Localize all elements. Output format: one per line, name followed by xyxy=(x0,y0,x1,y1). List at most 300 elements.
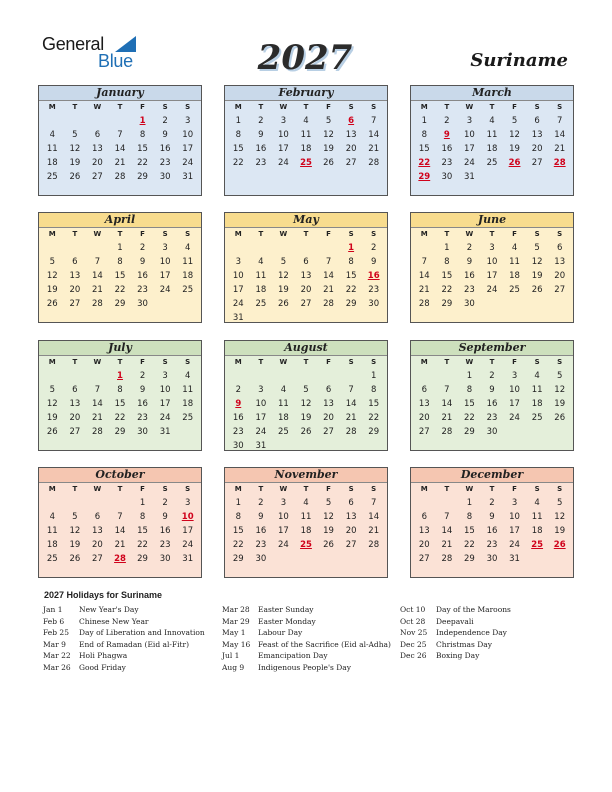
day-cell: 5 xyxy=(325,498,332,508)
day-cell: 19 xyxy=(278,285,289,295)
day-cell: 15 xyxy=(464,526,475,536)
holiday-entry xyxy=(222,663,391,675)
holiday-entry xyxy=(43,628,205,640)
day-cell: 18 xyxy=(300,144,312,154)
holiday-entry xyxy=(222,628,391,640)
day-cell: 3 xyxy=(258,385,264,395)
day-cell: 28 xyxy=(418,299,430,309)
day-cell: 14 xyxy=(114,526,126,536)
month-title: September xyxy=(411,341,573,356)
day-cell: 7 xyxy=(421,257,427,267)
day-cell: 12 xyxy=(509,130,520,140)
weekday-label: F xyxy=(140,485,145,493)
day-grid xyxy=(411,228,573,311)
holiday-entry xyxy=(43,651,205,663)
day-cell: 20 xyxy=(69,413,81,423)
month-april xyxy=(38,212,202,323)
holiday-date: Oct 28 xyxy=(400,616,426,626)
weekday-label: F xyxy=(512,230,517,238)
day-cell: 5 xyxy=(49,257,55,267)
day-cell: 8 xyxy=(139,512,146,522)
day-cell: 5 xyxy=(325,116,332,126)
day-cell: 16 xyxy=(486,526,498,536)
day-cell: 16 xyxy=(486,399,498,409)
month-title: April xyxy=(39,213,201,228)
holiday-name: Indigenous People's Day xyxy=(258,662,351,672)
day-grid xyxy=(39,101,201,184)
day-cell: 1 xyxy=(466,498,473,508)
day-cell: 22 xyxy=(137,158,148,168)
empty-cell xyxy=(250,241,273,255)
day-cell: 12 xyxy=(278,271,289,281)
day-cell: 30 xyxy=(486,554,498,564)
day-cell: 11 xyxy=(182,385,194,395)
holiday-date: May 16 xyxy=(222,639,251,649)
weekday-label: T xyxy=(117,358,123,366)
day-cell: 22 xyxy=(232,158,244,168)
weekday-label: S xyxy=(557,485,563,493)
day-cell: 7 xyxy=(325,257,332,267)
holiday-entry xyxy=(400,617,511,629)
day-cell: 24 xyxy=(278,158,289,168)
holiday-name: New Year's Day xyxy=(79,605,139,614)
month-october xyxy=(38,467,202,578)
weekday-label: F xyxy=(512,103,517,111)
weekday-label: S xyxy=(348,485,354,493)
day-cell: 24 xyxy=(486,285,498,295)
day-cell: 6 xyxy=(421,512,427,522)
day-cell: 31 xyxy=(182,554,194,564)
day-cell: 18 xyxy=(486,144,498,154)
month-title: February xyxy=(225,86,387,101)
day-cell: 23 xyxy=(137,285,148,295)
weekday-label: S xyxy=(348,103,354,111)
day-cell: 28 xyxy=(441,554,453,564)
day-cell: 22 xyxy=(114,413,126,423)
day-cell: 30 xyxy=(486,427,498,437)
holiday-day-cell: 1 xyxy=(139,116,146,126)
day-cell: 6 xyxy=(72,257,78,267)
weekday-label: T xyxy=(117,485,123,493)
day-cell: 6 xyxy=(72,385,78,395)
weekday-label: S xyxy=(534,230,540,238)
day-cell: 12 xyxy=(69,526,81,536)
day-cell: 2 xyxy=(489,371,495,381)
holiday-date: Jul 1 xyxy=(222,651,240,660)
holiday-entry xyxy=(222,605,391,617)
weekday-label: M xyxy=(48,230,56,238)
day-cell: 27 xyxy=(554,285,566,295)
day-cell: 24 xyxy=(255,427,267,437)
day-cell: 27 xyxy=(69,299,81,309)
day-cell: 22 xyxy=(464,413,475,423)
day-cell: 10 xyxy=(509,512,520,522)
day-cell: 28 xyxy=(92,427,103,437)
holiday-date: Mar 22 xyxy=(43,651,71,660)
day-cell: 13 xyxy=(345,130,357,140)
weekday-label: T xyxy=(489,485,495,493)
weekday-label: T xyxy=(489,358,495,366)
day-cell: 12 xyxy=(554,512,566,522)
weekday-label: S xyxy=(371,103,377,111)
day-cell: 16 xyxy=(255,144,267,154)
empty-cell xyxy=(317,369,340,383)
empty-cell xyxy=(41,496,64,510)
day-cell: 3 xyxy=(280,116,287,126)
day-cell: 3 xyxy=(466,116,473,126)
day-cell: 20 xyxy=(300,285,312,295)
day-cell: 8 xyxy=(444,257,450,267)
month-july xyxy=(38,340,202,451)
day-cell: 18 xyxy=(182,399,194,409)
weekday-label: F xyxy=(326,358,331,366)
day-cell: 10 xyxy=(232,271,244,281)
day-cell: 14 xyxy=(92,271,103,281)
month-november xyxy=(224,467,388,578)
day-grid xyxy=(39,483,201,566)
day-cell: 11 xyxy=(255,271,267,281)
day-cell: 3 xyxy=(511,498,518,508)
calendar-year: 2027 xyxy=(257,38,353,78)
weekday-label: W xyxy=(279,103,288,111)
page-header xyxy=(0,0,612,84)
day-cell: 8 xyxy=(235,512,241,522)
day-cell: 6 xyxy=(94,130,101,140)
day-cell: 9 xyxy=(489,512,495,522)
day-cell: 17 xyxy=(255,413,267,423)
day-cell: 14 xyxy=(92,399,103,409)
day-cell: 26 xyxy=(69,172,81,182)
day-cell: 23 xyxy=(441,158,453,168)
day-cell: 9 xyxy=(258,512,264,522)
day-cell: 17 xyxy=(509,399,520,409)
day-cell: 12 xyxy=(323,512,334,522)
month-september xyxy=(410,340,574,451)
day-cell: 21 xyxy=(114,540,126,550)
day-cell: 19 xyxy=(509,144,520,154)
day-cell: 30 xyxy=(232,441,244,451)
holiday-entry xyxy=(43,617,205,629)
day-cell: 8 xyxy=(421,130,427,140)
day-cell: 25 xyxy=(255,299,267,309)
day-cell: 6 xyxy=(325,385,332,395)
day-cell: 5 xyxy=(556,371,563,381)
weekday-label: F xyxy=(326,485,331,493)
day-cell: 21 xyxy=(368,526,380,536)
day-cell: 11 xyxy=(509,257,520,267)
month-june xyxy=(410,212,574,323)
day-cell: 30 xyxy=(137,427,148,437)
day-cell: 9 xyxy=(162,130,168,140)
empty-cell xyxy=(317,241,340,255)
empty-cell xyxy=(109,114,132,128)
day-cell: 26 xyxy=(46,299,58,309)
day-cell: 9 xyxy=(466,257,473,267)
day-cell: 20 xyxy=(531,144,543,154)
day-cell: 25 xyxy=(46,554,58,564)
day-cell: 6 xyxy=(534,116,540,126)
weekday-label: S xyxy=(162,485,168,493)
month-may xyxy=(224,212,388,323)
weekday-label: W xyxy=(465,358,474,366)
day-cell: 19 xyxy=(323,144,334,154)
day-grid xyxy=(411,356,573,439)
day-cell: 7 xyxy=(94,385,101,395)
day-cell: 12 xyxy=(323,130,334,140)
day-cell: 30 xyxy=(441,172,453,182)
day-cell: 21 xyxy=(554,144,566,154)
day-grid xyxy=(225,356,387,453)
day-cell: 25 xyxy=(486,158,498,168)
day-cell: 2 xyxy=(258,116,264,126)
day-cell: 12 xyxy=(300,399,312,409)
holiday-entry xyxy=(43,663,205,675)
holiday-name: End of Ramadan (Eid al-Fitr) xyxy=(79,639,190,649)
weekday-label: T xyxy=(303,485,309,493)
day-cell: 15 xyxy=(464,399,475,409)
day-cell: 26 xyxy=(69,554,81,564)
day-cell: 8 xyxy=(117,385,123,395)
day-cell: 7 xyxy=(370,116,377,126)
empty-cell xyxy=(413,496,436,510)
day-cell: 13 xyxy=(69,399,81,409)
logo-blue-text: Blue xyxy=(98,51,133,71)
day-cell: 28 xyxy=(323,299,334,309)
day-cell: 20 xyxy=(323,413,334,423)
day-cell: 23 xyxy=(137,413,148,423)
empty-cell xyxy=(64,369,87,383)
holiday-entry xyxy=(43,640,205,652)
day-cell: 20 xyxy=(345,144,357,154)
weekday-label: M xyxy=(234,103,242,111)
month-august xyxy=(224,340,388,451)
holidays-title: 2027 Holidays for Suriname xyxy=(44,590,163,600)
weekday-label: W xyxy=(93,103,102,111)
weekday-label: S xyxy=(185,103,191,111)
day-cell: 25 xyxy=(182,285,194,295)
day-cell: 7 xyxy=(117,512,123,522)
day-cell: 6 xyxy=(421,385,427,395)
holiday-day-cell: 26 xyxy=(553,540,566,550)
month-january xyxy=(38,85,202,196)
day-grid xyxy=(411,101,573,184)
day-cell: 18 xyxy=(531,526,543,536)
month-title: November xyxy=(225,468,387,483)
day-cell: 17 xyxy=(278,144,289,154)
day-cell: 3 xyxy=(184,116,191,126)
empty-cell xyxy=(250,369,273,383)
day-cell: 30 xyxy=(255,554,267,564)
day-cell: 13 xyxy=(418,399,430,409)
day-cell: 10 xyxy=(486,257,498,267)
month-title: June xyxy=(411,213,573,228)
day-cell: 18 xyxy=(46,158,58,168)
weekday-label: W xyxy=(465,103,474,111)
day-cell: 7 xyxy=(444,512,450,522)
holiday-date: Mar 9 xyxy=(43,639,66,649)
day-cell: 21 xyxy=(92,285,103,295)
day-cell: 2 xyxy=(370,243,377,253)
day-cell: 10 xyxy=(182,130,194,140)
day-cell: 1 xyxy=(466,371,473,381)
day-cell: 16 xyxy=(232,413,244,423)
day-cell: 26 xyxy=(531,285,543,295)
day-cell: 10 xyxy=(509,385,520,395)
day-cell: 28 xyxy=(345,427,357,437)
holiday-date: Mar 28 xyxy=(222,605,250,614)
day-cell: 19 xyxy=(531,271,543,281)
weekday-label: M xyxy=(48,485,56,493)
weekday-label: T xyxy=(444,230,450,238)
day-cell: 7 xyxy=(348,385,354,395)
empty-cell xyxy=(295,369,318,383)
day-cell: 9 xyxy=(370,257,377,267)
day-cell: 26 xyxy=(323,158,334,168)
holiday-entry xyxy=(222,617,391,629)
day-cell: 31 xyxy=(159,427,171,437)
day-cell: 24 xyxy=(509,540,520,550)
day-cell: 2 xyxy=(444,116,450,126)
empty-cell xyxy=(64,241,87,255)
holiday-date: Oct 10 xyxy=(400,605,426,614)
day-cell: 29 xyxy=(345,299,357,309)
day-cell: 2 xyxy=(162,116,168,126)
day-cell: 4 xyxy=(511,243,518,253)
day-cell: 14 xyxy=(368,512,380,522)
day-cell: 1 xyxy=(235,498,241,508)
day-cell: 13 xyxy=(323,399,334,409)
holiday-name: Day of Liberation and Innovation xyxy=(79,628,205,637)
day-cell: 17 xyxy=(486,271,498,281)
day-cell: 31 xyxy=(232,313,244,323)
day-cell: 1 xyxy=(444,243,450,253)
day-grid xyxy=(225,483,387,566)
day-cell: 29 xyxy=(441,299,453,309)
holiday-day-cell: 28 xyxy=(553,158,566,168)
holiday-date: Mar 26 xyxy=(43,662,71,672)
empty-cell xyxy=(436,496,459,510)
day-cell: 14 xyxy=(441,399,453,409)
day-grid xyxy=(225,101,387,170)
day-cell: 6 xyxy=(303,257,309,267)
day-cell: 29 xyxy=(464,554,475,564)
day-cell: 17 xyxy=(182,144,194,154)
weekday-label: S xyxy=(162,358,168,366)
day-cell: 16 xyxy=(159,526,171,536)
day-cell: 29 xyxy=(464,427,475,437)
day-cell: 23 xyxy=(368,285,380,295)
day-cell: 15 xyxy=(232,526,244,536)
day-cell: 20 xyxy=(345,526,357,536)
day-cell: 8 xyxy=(117,257,123,267)
day-grid xyxy=(39,228,201,311)
day-cell: 14 xyxy=(368,130,380,140)
day-cell: 4 xyxy=(258,257,264,267)
empty-cell xyxy=(86,241,109,255)
day-cell: 5 xyxy=(511,116,518,126)
day-cell: 22 xyxy=(114,285,126,295)
day-cell: 18 xyxy=(300,526,312,536)
day-cell: 21 xyxy=(92,413,103,423)
day-cell: 19 xyxy=(554,526,566,536)
day-cell: 11 xyxy=(182,257,194,267)
day-cell: 8 xyxy=(235,130,241,140)
holiday-day-cell: 29 xyxy=(418,172,431,182)
month-title: August xyxy=(225,341,387,356)
month-title: July xyxy=(39,341,201,356)
day-cell: 23 xyxy=(486,540,498,550)
day-cell: 4 xyxy=(184,371,191,381)
holiday-date: Aug 9 xyxy=(222,662,245,672)
day-cell: 31 xyxy=(255,441,267,451)
weekday-label: M xyxy=(234,358,242,366)
weekday-label: M xyxy=(420,358,428,366)
day-cell: 27 xyxy=(92,554,103,564)
day-cell: 22 xyxy=(137,540,148,550)
day-cell: 22 xyxy=(441,285,453,295)
day-cell: 21 xyxy=(114,158,126,168)
day-cell: 4 xyxy=(49,130,55,140)
day-cell: 29 xyxy=(368,427,380,437)
day-cell: 15 xyxy=(345,271,357,281)
day-cell: 14 xyxy=(554,130,566,140)
day-cell: 16 xyxy=(137,399,148,409)
day-cell: 25 xyxy=(509,285,520,295)
day-cell: 28 xyxy=(92,299,103,309)
holiday-entry xyxy=(400,605,511,617)
holiday-entry xyxy=(43,605,205,617)
day-cell: 5 xyxy=(72,130,78,140)
empty-cell xyxy=(436,369,459,383)
weekday-label: W xyxy=(93,230,102,238)
day-cell: 23 xyxy=(486,413,498,423)
day-cell: 17 xyxy=(159,271,171,281)
holiday-date: Mar 29 xyxy=(222,616,250,626)
day-cell: 29 xyxy=(137,172,148,182)
day-cell: 23 xyxy=(159,540,171,550)
day-cell: 25 xyxy=(278,427,289,437)
day-cell: 1 xyxy=(235,116,241,126)
holiday-date: Feb 6 xyxy=(43,616,65,626)
empty-cell xyxy=(413,241,436,255)
day-cell: 20 xyxy=(418,540,430,550)
empty-cell xyxy=(295,241,318,255)
holiday-name: Independence Day xyxy=(436,628,507,637)
day-cell: 8 xyxy=(466,512,473,522)
holiday-name: Day of the Maroons xyxy=(436,605,511,614)
day-cell: 3 xyxy=(162,371,168,381)
day-cell: 11 xyxy=(300,512,312,522)
empty-cell xyxy=(41,114,64,128)
empty-cell xyxy=(227,241,250,255)
day-cell: 7 xyxy=(556,116,563,126)
day-cell: 24 xyxy=(464,158,475,168)
day-cell: 17 xyxy=(232,285,244,295)
day-cell: 14 xyxy=(345,399,357,409)
holiday-entry xyxy=(400,651,511,663)
weekday-label: W xyxy=(465,230,474,238)
day-cell: 5 xyxy=(303,385,309,395)
day-grid xyxy=(39,356,201,439)
weekday-label: F xyxy=(512,358,517,366)
holiday-name: Boxing Day xyxy=(436,651,480,660)
empty-cell xyxy=(86,496,109,510)
holiday-name: Easter Monday xyxy=(258,616,316,626)
day-cell: 21 xyxy=(345,413,357,423)
weekday-label: W xyxy=(93,485,102,493)
day-cell: 9 xyxy=(489,385,495,395)
day-cell: 19 xyxy=(300,413,312,423)
